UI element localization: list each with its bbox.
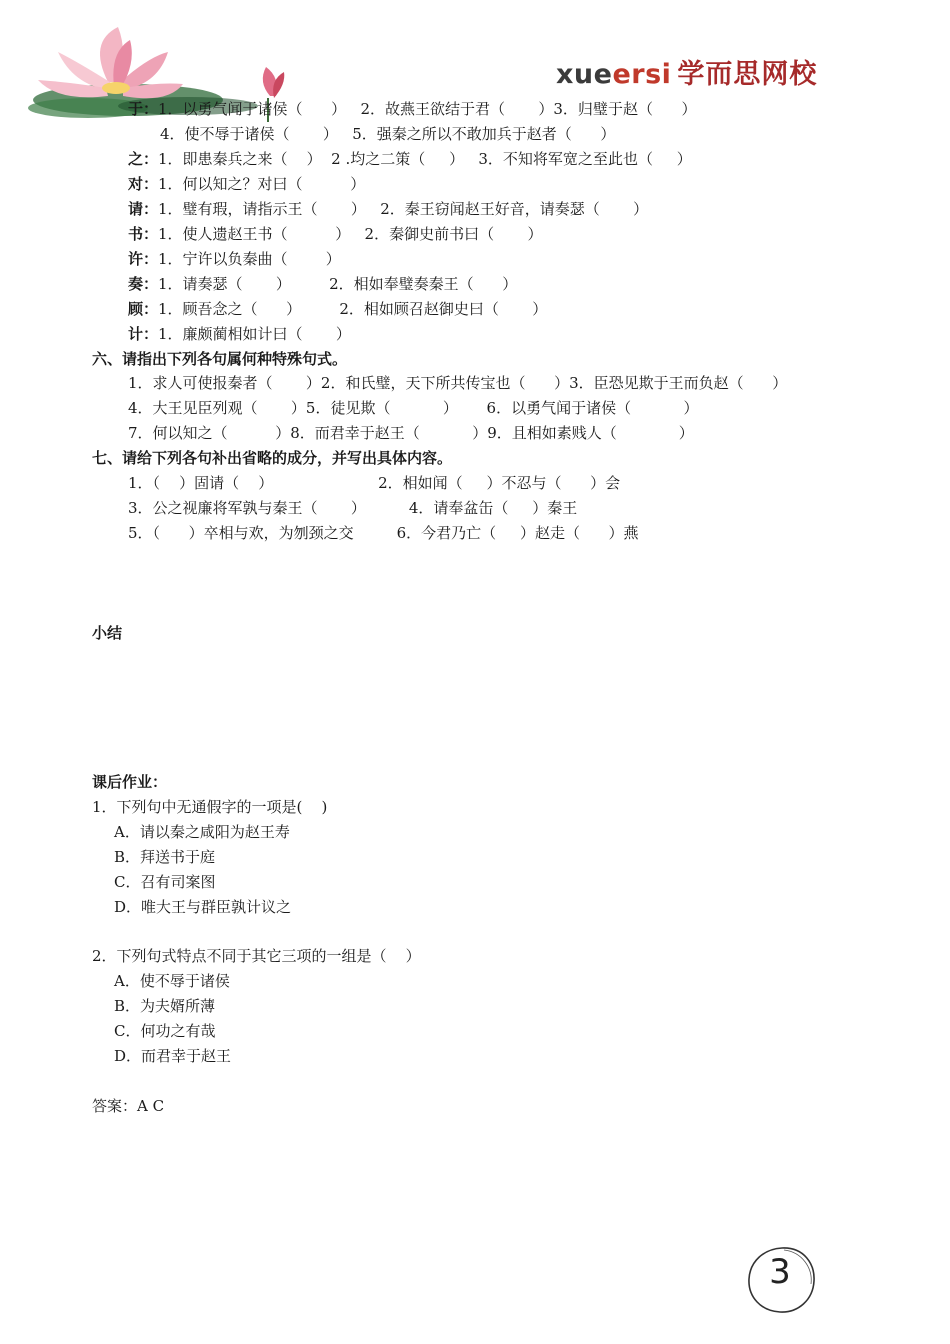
question-option: D．唯大王与群臣孰计议之 <box>114 898 292 916</box>
question-stem: 2．下列句式特点不同于其它三项的一组是（ ） <box>92 947 421 965</box>
word-head: 许： <box>128 250 159 268</box>
word-head: 计： <box>128 325 159 343</box>
question-option: A．请以秦之咸阳为赵王寿 <box>114 823 290 841</box>
word-line <box>128 224 542 244</box>
word-text: 1．璧有瑕，请指示王（ ） 2．秦王窃闻赵王好音，请奏瑟（ ） <box>158 200 649 218</box>
page-number-text: 3 <box>769 1252 791 1292</box>
question-option: D．而君幸于赵王 <box>114 1047 232 1065</box>
question-option: C．何功之有哉 <box>114 1022 216 1040</box>
question-option: A．使不辱于诸侯 <box>114 972 230 990</box>
section-six-title: 六、请指出下列各句属何种特殊句式。 <box>92 350 348 368</box>
question-stem: 1．下列句中无通假字的一项是( ) <box>92 798 328 816</box>
word-line <box>128 299 547 319</box>
question-option: C．召有司案图 <box>114 873 216 891</box>
word-text: 1．宁许以负秦曲（ ） <box>158 250 341 268</box>
word-line <box>128 174 365 194</box>
word-line <box>160 124 615 144</box>
word-text: 1．廉颇蔺相如计曰（ ） <box>158 325 351 343</box>
word-text: 1．使人遗赵王书（ ） 2．秦御史前书曰（ ） <box>158 225 543 243</box>
word-line <box>128 99 697 119</box>
homework-title: 课后作业： <box>92 773 168 791</box>
section-seven-title: 七、请给下列各句补出省略的成分，并写出具体内容。 <box>92 449 453 467</box>
word-line <box>128 199 648 219</box>
brand-logo <box>556 52 817 91</box>
section-six-line: 7．何以知之（ ）8．而君幸于赵王（ ）9．且相如素贱人（ ） <box>128 424 694 442</box>
word-text: 1．何以知之？对曰（ ） <box>158 175 366 193</box>
word-text: 4．使不辱于诸侯（ ） 5．强秦之所以不敢加兵于赵者（ ） <box>160 125 616 143</box>
section-seven-line: 5．（ ）卒相与欢，为刎颈之交 6．今君乃亡（ ）赵走（ ）燕 <box>128 524 639 542</box>
word-line <box>128 249 341 269</box>
word-head: 顾： <box>128 300 159 318</box>
question-option: B．为夫婿所薄 <box>114 997 216 1015</box>
word-head: 于： <box>128 100 159 118</box>
word-text: 1．即患秦兵之来（ ） 2 .均之二策（ ） 3．不知将军宽之至此也（ ） <box>158 150 692 168</box>
word-head: 对： <box>128 175 159 193</box>
section-six-line: 1．求人可使报秦者（ ）2．和氏璧，天下所共传宝也（ ）3．臣恐见欺于王而负赵（ ） <box>128 374 788 392</box>
section-seven-line: 3．公之视廉将军孰与秦王（ ） 4．请奉盆缶（ ）秦王 <box>128 499 578 517</box>
word-text: 1．请奏瑟（ ） 2．相如奉璧奏秦王（ ） <box>158 275 518 293</box>
word-text: 1．以勇气闻于诸侯（ ） 2．故燕王欲结于君（ ）3．归璧于赵（ ） <box>158 100 697 118</box>
section-six-line: 4．大王见臣列观（ ）5．徒见欺（ ） 6．以勇气闻于诸侯（ ） <box>128 399 699 417</box>
word-line <box>128 149 692 169</box>
question-option: B．拜送书于庭 <box>114 848 216 866</box>
word-head: 请： <box>128 200 159 218</box>
brand-latin-a: xue <box>556 59 613 90</box>
brand-cn: 学而思网校 <box>677 59 818 90</box>
page-number <box>744 1244 818 1316</box>
word-text: 1．顾吾念之（ ） 2．相如顾召赵御史曰（ ） <box>158 300 548 318</box>
word-line <box>128 324 351 344</box>
summary-title: 小结 <box>92 624 123 642</box>
brand-latin-b: ersi <box>612 59 672 90</box>
word-head: 之： <box>128 150 159 168</box>
word-head: 书： <box>128 225 159 243</box>
answer-text: 答案：A C <box>92 1097 165 1115</box>
word-head: 奏： <box>128 275 159 293</box>
word-line <box>128 274 517 294</box>
section-seven-line: 1．（ ）固请（ ） 2．相如闻（ ）不忍与（ ）会 <box>128 474 621 492</box>
